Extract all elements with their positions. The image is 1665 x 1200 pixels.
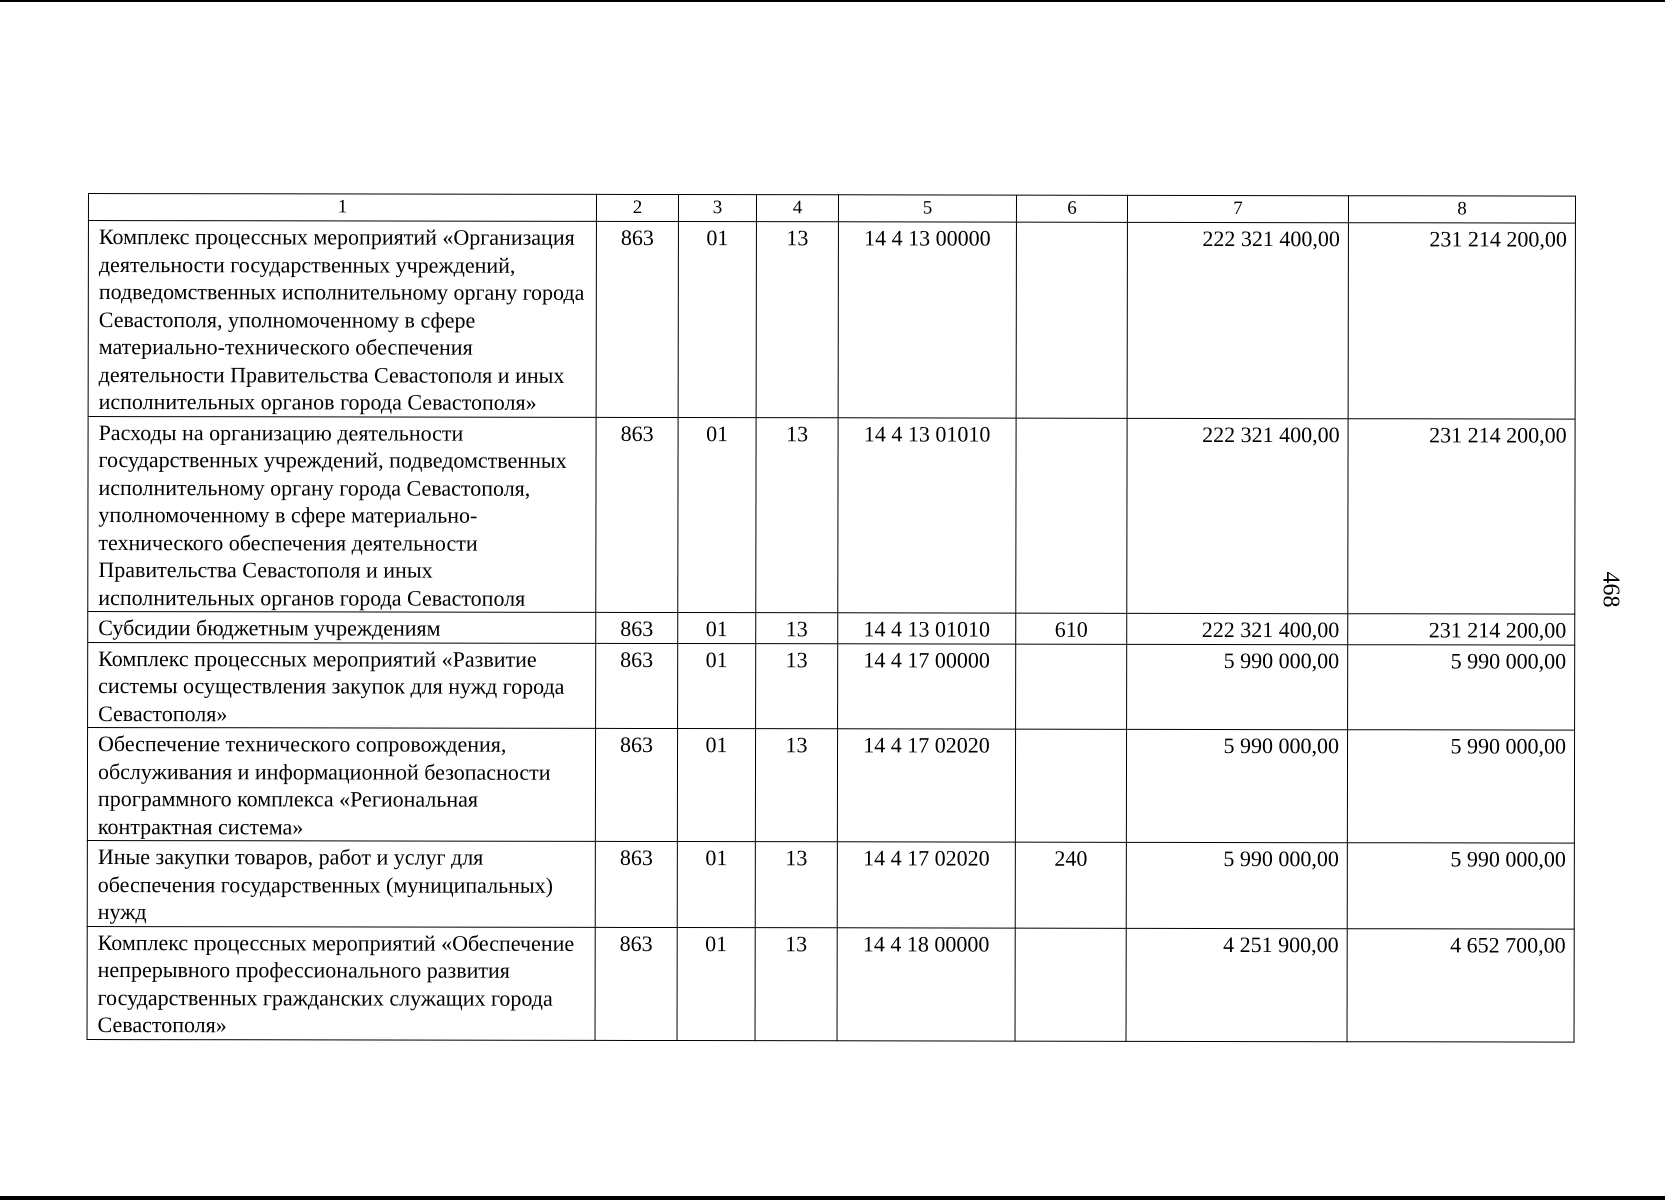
cell-c4: 13 (756, 613, 838, 644)
cell-c7: 222 321 400,00 (1127, 418, 1348, 614)
header-cell: 1 (88, 194, 596, 222)
cell-c6: 240 (1015, 842, 1126, 928)
cell-c2: 863 (595, 927, 677, 1040)
cell-c6 (1016, 418, 1127, 614)
header-cell: 3 (678, 195, 756, 222)
cell-c2: 863 (595, 841, 677, 927)
row-name-cell: Комплекс процессных мероприятий «Организация деятельности государственных учреждений, подведомственных исполнительному органу города Севастополя, уполномоченному в сфере материально-технического обеспечения деятельности Правительства Севастополя и иных исполнительных органов города Севастополя» (88, 221, 596, 417)
cell-c5: 14 4 17 02020 (837, 729, 1015, 842)
header-cell: 5 (838, 195, 1016, 222)
cell-c7: 4 251 900,00 (1126, 928, 1347, 1041)
cell-c6 (1016, 222, 1127, 418)
header-cell: 4 (756, 195, 838, 222)
table-row (87, 728, 1574, 844)
cell-c3: 01 (678, 643, 756, 729)
cell-c3: 01 (678, 417, 756, 613)
cell-c4: 13 (756, 643, 838, 729)
cell-c6 (1016, 644, 1127, 730)
cell-c5: 14 4 18 00000 (837, 927, 1015, 1040)
table-row (88, 416, 1575, 614)
table-row (87, 840, 1574, 928)
cell-c2: 863 (596, 417, 678, 613)
cell-c2: 863 (596, 221, 678, 417)
cell-c4: 13 (755, 842, 837, 928)
cell-c6: 610 (1016, 613, 1127, 644)
cell-c4: 13 (756, 222, 838, 418)
cell-c5: 14 4 13 00000 (838, 222, 1016, 418)
cell-c8: 231 214 200,00 (1348, 418, 1575, 614)
cell-c8: 5 990 000,00 (1347, 843, 1574, 929)
cell-c5: 14 4 17 02020 (837, 842, 1015, 928)
cell-c3: 01 (677, 729, 755, 842)
cell-c7: 222 321 400,00 (1127, 613, 1348, 644)
row-name-cell: Расходы на организацию деятельности государственных учреждений, подведомственных исполнительному органу города Севастополя, уполномоченному в сфере материально-технического обеспечения деятельности Правительства Севастополя и иных исполнительных органов города Севастополя (88, 416, 596, 612)
cell-c8: 5 990 000,00 (1347, 730, 1574, 843)
cell-c5: 14 4 13 01010 (838, 417, 1016, 613)
row-name-cell: Субсидии бюджетным учреждениям (88, 612, 596, 643)
cell-c2: 863 (596, 643, 678, 729)
budget-table (87, 193, 1576, 1042)
cell-c4: 13 (755, 927, 837, 1040)
cell-c7: 5 990 000,00 (1126, 842, 1347, 928)
header-cell: 7 (1127, 195, 1348, 222)
scan-edge-bottom (0, 1196, 1665, 1200)
cell-c4: 13 (756, 417, 838, 613)
cell-c2: 863 (595, 728, 677, 841)
cell-c7: 5 990 000,00 (1127, 644, 1348, 730)
row-name-cell: Комплекс процессных мероприятий «Обеспечение непрерывного профессионального развития государственных гражданских служащих города Севастополя» (87, 926, 595, 1040)
scan-edge-top (0, 0, 1665, 2)
header-cell: 2 (596, 194, 678, 221)
cell-c6 (1015, 729, 1126, 842)
cell-c4: 13 (755, 729, 837, 842)
page-number: 468 (1597, 571, 1624, 608)
cell-c7: 222 321 400,00 (1127, 222, 1348, 418)
cell-c7: 5 990 000,00 (1126, 729, 1347, 842)
cell-c8: 231 214 200,00 (1348, 614, 1575, 645)
cell-c5: 14 4 17 00000 (838, 643, 1016, 729)
cell-c8: 231 214 200,00 (1348, 223, 1575, 419)
table-row (88, 221, 1575, 419)
cell-c6 (1015, 928, 1126, 1041)
row-name-cell: Комплекс процессных мероприятий «Развитие системы осуществления закупок для нужд города Севастополя» (88, 642, 596, 728)
header-cell: 8 (1348, 196, 1575, 223)
cell-c3: 01 (677, 927, 755, 1040)
cell-c8: 5 990 000,00 (1348, 644, 1575, 730)
header-cell: 6 (1016, 195, 1127, 222)
row-name-cell: Иные закупки товаров, работ и услуг для обеспечения государственных (муниципальных) нужд (87, 840, 595, 926)
cell-c3: 01 (677, 842, 755, 928)
cell-c3: 01 (678, 222, 756, 418)
cell-c2: 863 (596, 612, 678, 643)
table-row (87, 926, 1574, 1042)
table-row (88, 612, 1575, 645)
cell-c5: 14 4 13 01010 (838, 613, 1016, 644)
table-row (88, 642, 1575, 730)
row-name-cell: Обеспечение технического сопровождения, обслуживания и информационной безопасности программного комплекса «Региональная контрактная система» (87, 728, 595, 842)
budget-table-container (87, 193, 1575, 1042)
cell-c3: 01 (678, 613, 756, 644)
header-row (88, 194, 1575, 224)
cell-c8: 4 652 700,00 (1347, 928, 1574, 1041)
